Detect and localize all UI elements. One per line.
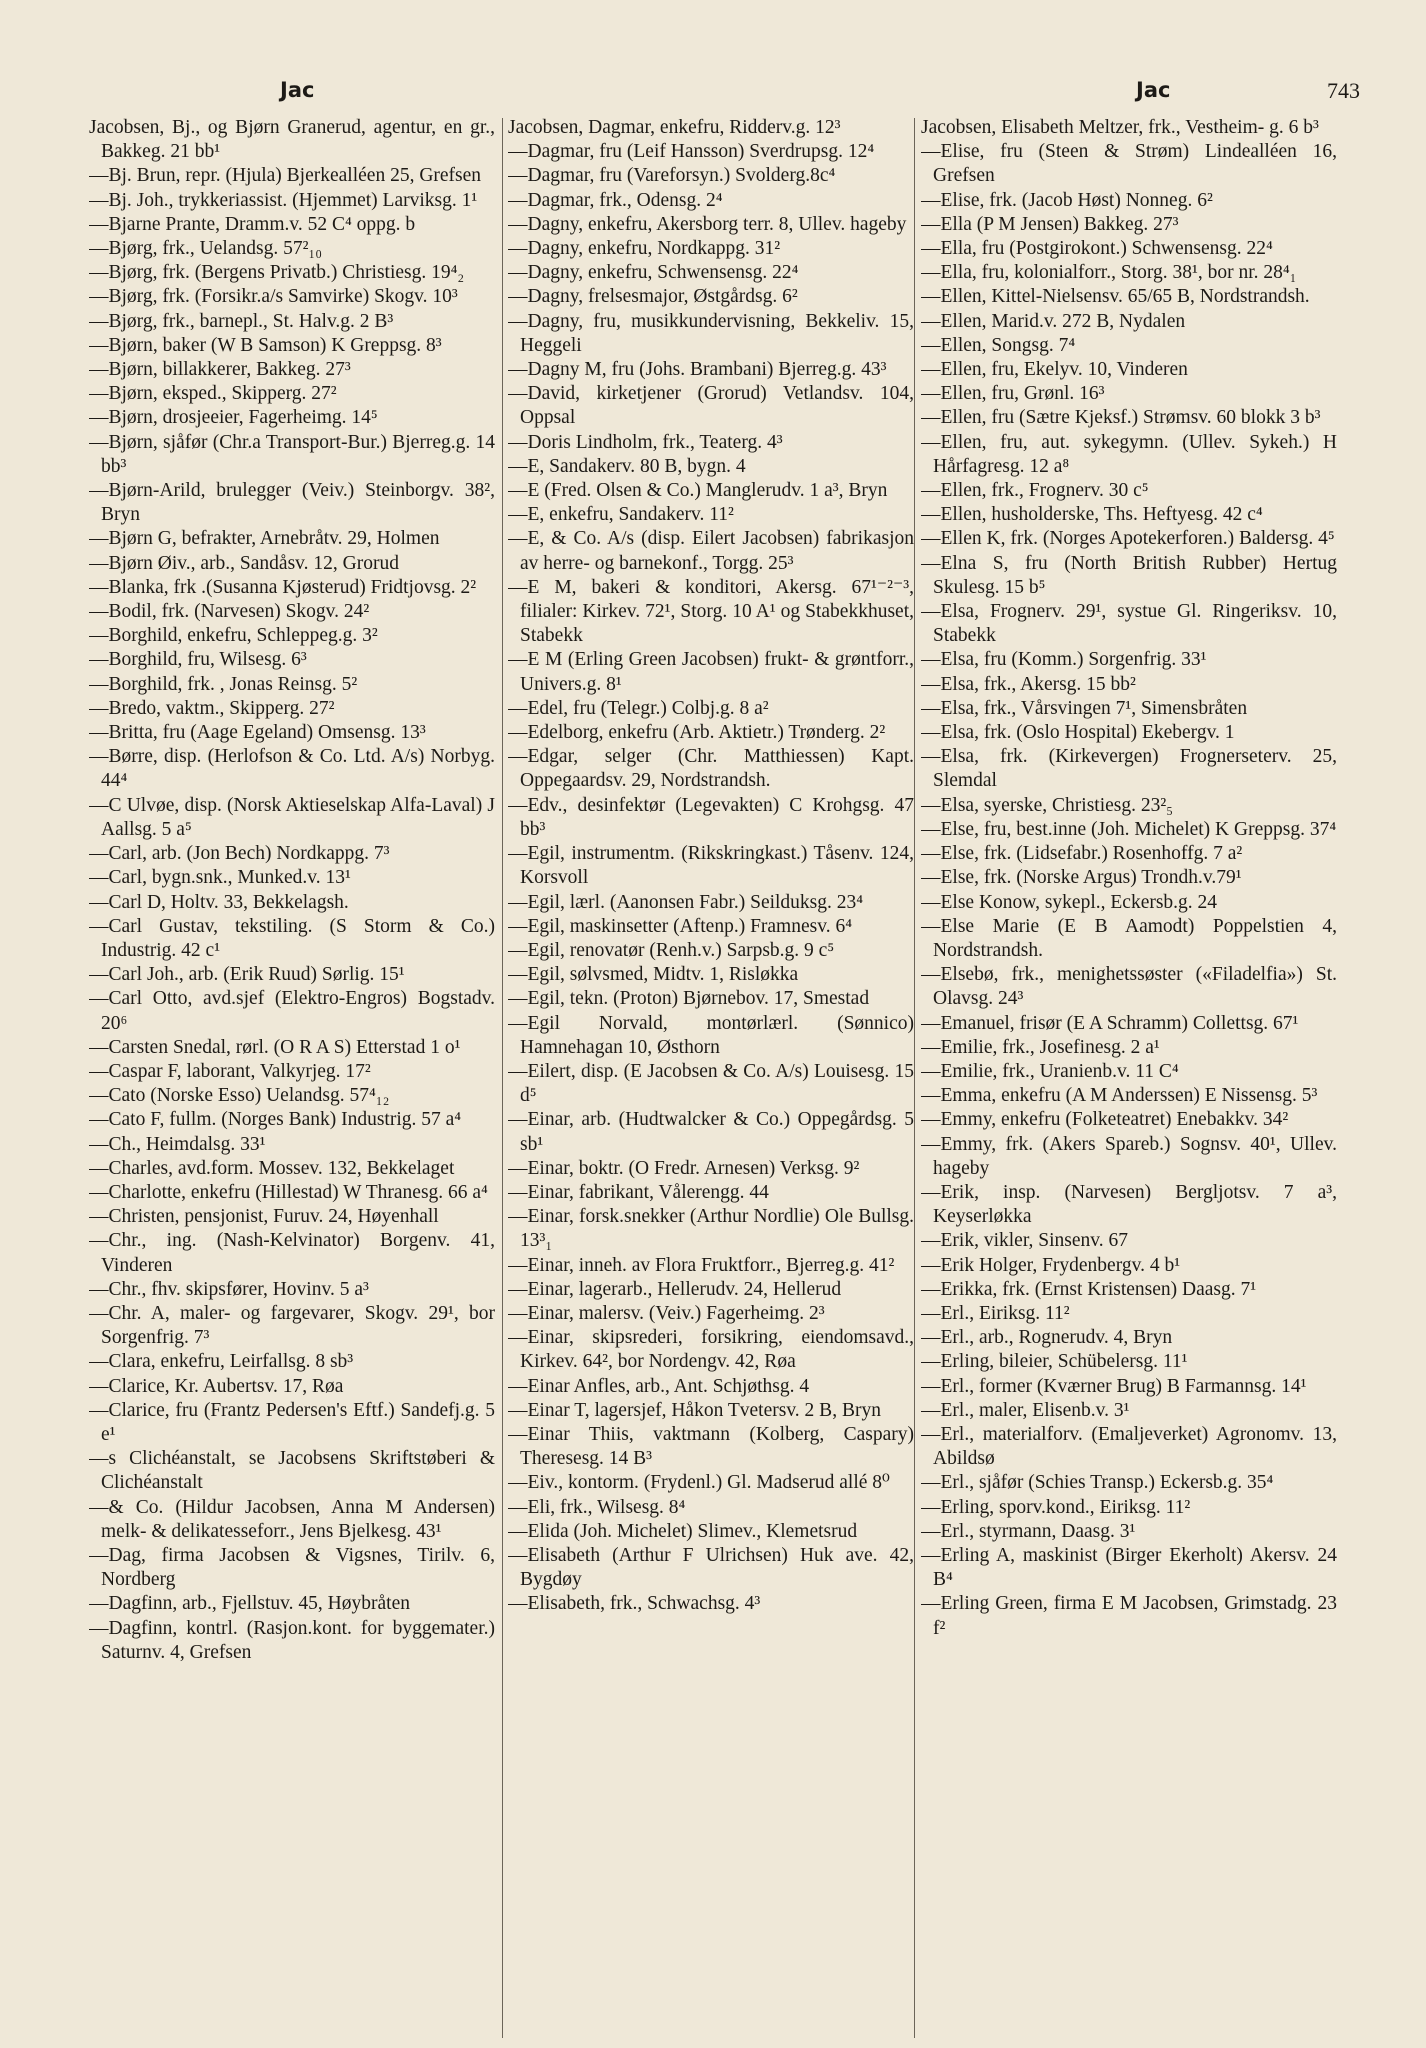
directory-entry: —Ella (P M Jensen) Bakkeg. 27³	[921, 213, 1179, 235]
directory-entry: —Christen, pensjonist, Furuv. 24, Høyenhall	[89, 1206, 439, 1228]
directory-entry: —Borghild, frk. , Jonas Reinsg. 5²	[89, 673, 358, 695]
directory-entry: —Bjørg, frk., barnepl., St. Halv.g. 2 B³	[89, 310, 394, 332]
directory-entry: —Dagny, enkefru, Akersborg terr. 8, Ullev. hageby	[508, 213, 907, 235]
directory-entry: —Else, frk. (Norske Argus) Trondh.v.79¹	[921, 867, 1242, 889]
directory-entry: —Dagny, enkefru, Schwensensg. 22⁴	[508, 262, 799, 284]
directory-entry: —Einar, boktr. (O Fredr. Arnesen) Verksg. 9²	[508, 1157, 860, 1179]
directory-entry: —Bjørg, frk. (Forsikr.a/s Samvirke) Skogv. 10³	[89, 286, 458, 308]
directory-entry: —Einar, forsk.snekker (Arthur Nordlie) Ole Bullsg. 13³₁	[508, 1206, 914, 1252]
column-divider	[914, 118, 915, 2038]
directory-entry: —Egil, maskinsetter (Aftenp.) Framnesv. 6⁴	[508, 915, 853, 937]
directory-entry: —Einar Thiis, vaktmann (Kolberg, Caspary) Theresesg. 14 B³	[508, 1423, 914, 1470]
directory-entry: —Einar, skipsrederi, forsikring, eiendomsavd., Kirkev. 64², bor Nordengv. 42, Røa	[508, 1327, 914, 1373]
directory-entry: —E, Sandakerv. 80 B, bygn. 4	[508, 455, 746, 477]
directory-entry: —E (Fred. Olsen & Co.) Manglerudv. 1 a³, Bryn	[508, 480, 888, 502]
directory-entry: —E, & Co. A/s (disp. Eilert Jacobsen) fabrikasjon av herre- og barnekonf., Torgg. 25³	[508, 528, 914, 574]
directory-entry: —Ellen, Marid.v. 272 B, Nydalen	[921, 310, 1186, 332]
directory-entry: —Bjørn G, befrakter, Arnebråtv. 29, Holmen	[89, 528, 440, 550]
directory-entry: —Clara, enkefru, Leirfallsg. 8 sb³	[89, 1351, 354, 1373]
directory-entry: —Bjarne Prante, Dramm.v. 52 C⁴ oppg. b	[89, 213, 416, 235]
directory-entry: —Dagny, fru, musikkundervisning, Bekkeliv. 15, Heggeli	[508, 310, 914, 356]
directory-entry: —Elise, frk. (Jacob Høst) Nonneg. 6²	[921, 189, 1213, 211]
directory-entry: —Else Konow, sykepl., Eckersb.g. 24	[921, 891, 1218, 913]
column-right	[921, 116, 1337, 2041]
directory-entry: —Carl Joh., arb. (Erik Ruud) Sørlig. 15¹	[89, 964, 405, 986]
directory-entry: —Erl., arb., Rognerudv. 4, Bryn	[921, 1327, 1173, 1349]
directory-entry: —Elsa, fru (Komm.) Sorgenfrig. 33¹	[921, 649, 1207, 671]
directory-entry: —Borghild, enkefru, Schleppeg.g. 3²	[89, 625, 378, 647]
directory-entry: —Emmy, enkefru (Folketeatret) Enebakkv. 34²	[921, 1109, 1289, 1131]
column-left	[89, 116, 495, 2041]
directory-entry: —Elna S, fru (North British Rubber) Hertug Skulesg. 15 b⁵	[921, 552, 1337, 598]
directory-entry: —Einar, malersv. (Veiv.) Fagerheimg. 2³	[508, 1302, 825, 1324]
directory-entry: —Dagmar, frk., Odensg. 2⁴	[508, 189, 723, 211]
directory-entry: —Britta, fru (Aage Egeland) Omsensg. 13³	[89, 722, 426, 744]
column-middle	[508, 116, 914, 2041]
directory-entry: —Carl, arb. (Jon Bech) Nordkappg. 7³	[89, 843, 390, 865]
directory-entry: —Cato F, fullm. (Norges Bank) Industrig. 57 a⁴	[89, 1109, 462, 1131]
directory-entry: —Elsa, Frognerv. 29¹, systue Gl. Ringeriksv. 10, Stabekk	[921, 601, 1337, 647]
column-divider	[502, 118, 503, 2038]
directory-entry: —Einar, fabrikant, Vålerengg. 44	[508, 1181, 769, 1203]
directory-entry: —Elsa, frk. (Kirkevergen) Frognerseterv. 25, Slemdal	[921, 746, 1337, 792]
directory-entry: —Egil, instrumentm. (Rikskringkast.) Tåsenv. 124, Korsvoll	[508, 843, 914, 889]
directory-entry: —Egil, renovatør (Renh.v.) Sarpsb.g. 9 c⁵	[508, 939, 835, 961]
directory-entry: —Ellen, frk., Frognerv. 30 c⁵	[921, 480, 1149, 502]
directory-entry: —Blanka, frk .(Susanna Kjøsterud) Fridtjovsg. 2²	[89, 576, 477, 598]
directory-entry: —Erl., styrmann, Daasg. 3¹	[921, 1520, 1136, 1542]
directory-entry: —Dagmar, fru (Leif Hansson) Sverdrupsg. 12⁴	[508, 141, 875, 163]
directory-entry: —Charles, avd.form. Mossev. 132, Bekkelaget	[89, 1157, 455, 1179]
directory-entry: —Bjørg, frk. (Bergens Privatb.) Christiesg. 19⁴₂	[89, 262, 465, 284]
directory-entry: —Elida (Joh. Michelet) Slimev., Klemetsrud	[508, 1520, 858, 1542]
directory-entry: —Dagmar, fru (Vareforsyn.) Svolderg.8c⁴	[508, 165, 836, 187]
directory-entry: —Ellen, Kittel-Nielsensv. 65/65 B, Nordstrandsh.	[921, 286, 1310, 308]
directory-entry: —Elsa, frk. (Oslo Hospital) Ekebergv. 1	[921, 722, 1235, 744]
directory-entry: —C Ulvøe, disp. (Norsk Aktieselskap Alfa-Laval) J Aallsg. 5 a⁵	[89, 794, 495, 840]
directory-entry: —Cato (Norske Esso) Uelandsg. 57⁴₁₂	[89, 1085, 390, 1107]
directory-entry: —Carl D, Holtv. 33, Bekkelagsh.	[89, 891, 349, 913]
directory-entry: Jacobsen, Elisabeth Meltzer, frk., Vestheim- g. 6 b³	[921, 117, 1319, 138]
directory-entry: —Ellen, fru, Ekelyv. 10, Vinderen	[921, 359, 1188, 381]
directory-entry: —Eiv., kontorm. (Frydenl.) Gl. Madserud allé 8⁰	[508, 1472, 890, 1494]
directory-entry: —Erl., former (Kværner Brug) B Farmannsg. 14¹	[921, 1375, 1307, 1397]
directory-entry: —Elisabeth (Arthur F Ulrichsen) Huk ave. 42, Bygdøy	[508, 1544, 914, 1591]
directory-entry: —Ellen, Songsg. 7⁴	[921, 334, 1076, 356]
directory-entry: —Carl Gustav, tekstiling. (S Storm & Co.) Industrig. 42 c¹	[89, 915, 495, 961]
directory-entry: —Ella, fru (Postgirokont.) Schwensensg. 22⁴	[921, 238, 1273, 260]
directory-entry: —Einar Anfles, arb., Ant. Schjøthsg. 4	[508, 1375, 810, 1397]
directory-entry: —Erling A, maskinist (Birger Ekerholt) Akersv. 24 B⁴	[921, 1544, 1337, 1591]
directory-entry: —Egil, lærl. (Aanonsen Fabr.) Seilduksg. 23⁴	[508, 891, 864, 913]
directory-entry: —Ellen, fru, aut. sykegymn. (Ullev. Sykeh.) H Hårfagresg. 12 a⁸	[921, 431, 1337, 477]
directory-entry: —Carsten Snedal, rørl. (O R A S) Etterstad 1 o¹	[89, 1036, 461, 1058]
directory-entry: —Bjørn Øiv., arb., Sandåsv. 12, Grorud	[89, 552, 399, 574]
directory-entry: —Elisabeth, frk., Schwachsg. 4³	[508, 1593, 761, 1615]
directory-entry: —E, enkefru, Sandakerv. 11²	[508, 504, 734, 526]
directory-entry: —Erling, sporv.kond., Eiriksg. 11²	[921, 1496, 1191, 1518]
directory-entry: —Else, frk. (Lidsefabr.) Rosenhoffg. 7 a²	[921, 843, 1243, 865]
directory-entry: —Erl., maler, Elisenb.v. 3¹	[921, 1399, 1130, 1421]
directory-entry: —Erl., materialforv. (Emaljeverket) Agronomv. 13, Abildsø	[921, 1423, 1337, 1470]
directory-entry: —Erik Holger, Frydenbergv. 4 b¹	[921, 1254, 1181, 1276]
directory-entry: —& Co. (Hildur Jacobsen, Anna M Andersen) melk- & delikatesseforr., Jens Bjelkesg. 43¹	[89, 1496, 495, 1542]
directory-entry: —Bj. Brun, repr. (Hjula) Bjerkealléen 25, Grefsen	[89, 165, 482, 187]
directory-entry: —Edelborg, enkefru (Arb. Aktietr.) Trønderg. 2²	[508, 722, 886, 744]
directory-entry: —Chr., ing. (Nash-Kelvinator) Borgenv. 41, Vinderen	[89, 1230, 495, 1276]
directory-entry: —Clarice, fru (Frantz Pedersen's Eftf.) Sandefj.g. 5 e¹	[89, 1399, 495, 1445]
directory-entry: —Elsebø, frk., menighetssøster («Filadelfia») St. Olavsg. 24³	[921, 964, 1337, 1010]
directory-entry: —Ellen, fru, Grønl. 16³	[921, 383, 1105, 405]
directory-entry: —Edel, fru (Telegr.) Colbj.g. 8 a²	[508, 697, 769, 719]
directory-entry: —Dagny, enkefru, Nordkappg. 31²	[508, 238, 781, 260]
directory-entry: —Dagfinn, arb., Fjellstuv. 45, Høybråten	[89, 1593, 410, 1615]
directory-entry: —Else, fru, best.inne (Joh. Michelet) K Greppsg. 37⁴	[921, 818, 1337, 840]
directory-entry: —Dag, firma Jacobsen & Vigsnes, Tirilv. 6, Nordberg	[89, 1544, 495, 1591]
directory-entry: —Ch., Heimdalsg. 33¹	[89, 1133, 266, 1155]
directory-entry: —Clarice, Kr. Aubertsv. 17, Røa	[89, 1375, 344, 1397]
directory-entry: —Bredo, vaktm., Skipperg. 27²	[89, 697, 335, 719]
directory-entry: —Charlotte, enkefru (Hillestad) W Thranesg. 66 a⁴	[89, 1181, 488, 1203]
directory-entry: —Dagfinn, kontrl. (Rasjon.kont. for byggemater.) Saturnv. 4, Grefsen	[89, 1617, 495, 1663]
directory-entry: —Erl., Eiriksg. 11²	[921, 1302, 1070, 1324]
directory-entry: —Ellen, fru (Sætre Kjeksf.) Strømsv. 60 blokk 3 b³	[921, 407, 1321, 429]
directory-entry: —Erling Green, firma E M Jacobsen, Grimstadg. 23 f²	[921, 1593, 1337, 1639]
directory-entry: —Egil, tekn. (Proton) Bjørnebov. 17, Smestad	[508, 988, 870, 1010]
directory-entry: —Bjørn, baker (W B Samson) K Greppsg. 8³	[89, 334, 442, 356]
directory-entry: —Chr. A, maler- og fargevarer, Skogv. 29¹, bor Sorgenfrig. 7³	[89, 1302, 495, 1349]
directory-entry: —Borghild, fru, Wilsesg. 6³	[89, 649, 307, 671]
directory-entry: —Børre, disp. (Herlofson & Co. Ltd. A/s) Norbyg. 44⁴	[89, 746, 495, 792]
header-left-word: Jac	[280, 78, 315, 102]
directory-entry: —Elsa, syerske, Christiesg. 23²₅	[921, 794, 1174, 816]
directory-entry: —Erling, bileier, Schübelersg. 11¹	[921, 1351, 1188, 1373]
directory-entry: —Erikka, frk. (Ernst Kristensen) Daasg. 7¹	[921, 1278, 1257, 1300]
directory-entry: —E M (Erling Green Jacobsen) frukt- & grøntforr., Univers.g. 8¹	[508, 649, 914, 695]
directory-entry: —Elsa, frk., Vårsvingen 7¹, Simensbråten	[921, 697, 1248, 719]
directory-entry: —Ella, fru, kolonialforr., Storg. 38¹, bor nr. 28⁴₁	[921, 262, 1297, 284]
directory-entry: —Erl., sjåfør (Schies Transp.) Eckersb.g. 35⁴	[921, 1472, 1274, 1494]
directory-entry: Jacobsen, Bj., og Bjørn Granerud, agentur, en gr., Bakkeg. 21 bb¹	[89, 117, 495, 163]
directory-entry: —Emilie, frk., Josefinesg. 2 a¹	[921, 1036, 1160, 1058]
directory-entry: —Bj. Joh., trykkeriassist. (Hjemmet) Larviksg. 1¹	[89, 189, 478, 211]
directory-entry: —Bodil, frk. (Narvesen) Skogv. 24²	[89, 601, 370, 623]
directory-entry: Jacobsen, Dagmar, enkefru, Ridderv.g. 12³	[508, 117, 841, 138]
directory-entry: —Emilie, frk., Uranienb.v. 11 C⁴	[921, 1060, 1179, 1082]
header-right-word: Jac	[1136, 78, 1171, 102]
directory-entry: —David, kirketjener (Grorud) Vetlandsv. 104, Oppsal	[508, 383, 914, 429]
directory-entry: —Einar, inneh. av Flora Fruktforr., Bjerreg.g. 41²	[508, 1254, 895, 1276]
page-number: 743	[1327, 78, 1360, 103]
directory-entry: —Carl, bygn.snk., Munked.v. 13¹	[89, 867, 351, 889]
directory-entry: —E M, bakeri & konditori, Akersg. 67¹⁻²⁻³, filialer: Kirkev. 72¹, Storg. 10 A¹ og Stabekkhuset, Stabekk	[508, 576, 914, 647]
directory-entry: —Einar T, lagersjef, Håkon Tvetersv. 2 B, Bryn	[508, 1399, 881, 1421]
directory-entry: —Ellen, husholderske, Ths. Heftyesg. 42 c⁴	[921, 504, 1263, 526]
directory-entry: —Erik, insp. (Narvesen) Bergljotsv. 7 a³, Keyserløkka	[921, 1181, 1337, 1228]
directory-entry: —Ellen K, frk. (Norges Apotekerforen.) Baldersg. 4⁵	[921, 528, 1335, 550]
directory-entry: —Erik, vikler, Sinsenv. 67	[921, 1230, 1129, 1252]
directory-entry: —Eilert, disp. (E Jacobsen & Co. A/s) Louisesg. 15 d⁵	[508, 1060, 914, 1107]
directory-entry: —Dagny M, fru (Johs. Brambani) Bjerreg.g. 43³	[508, 359, 887, 381]
directory-entry: —Einar, arb. (Hudtwalcker & Co.) Oppegårdsg. 5 sb¹	[508, 1109, 914, 1155]
directory-entry: —Edv., desinfektør (Legevakten) C Krohgsg. 47 bb³	[508, 794, 914, 840]
directory-entry: —Emma, enkefru (A M Anderssen) E Nissensg. 5³	[921, 1085, 1318, 1107]
directory-entry: —Emmy, frk. (Akers Spareb.) Sognsv. 40¹, Ullev. hageby	[921, 1133, 1337, 1179]
directory-entry: —Bjørn, billakkerer, Bakkeg. 27³	[89, 359, 351, 381]
directory-entry: —Bjørn, drosjeeier, Fagerheimg. 14⁵	[89, 407, 378, 429]
directory-entry: —Eli, frk., Wilsesg. 8⁴	[508, 1496, 686, 1518]
directory-entry: —Edgar, selger (Chr. Matthiessen) Kapt. Oppegaardsv. 29, Nordstrandsh.	[508, 746, 914, 792]
directory-entry: —Elise, fru (Steen & Strøm) Lindealléen 16, Grefsen	[921, 141, 1337, 187]
directory-entry: —Caspar F, laborant, Valkyrjeg. 17²	[89, 1060, 371, 1082]
directory-entry: —Dagny, frelsesmajor, Østgårdsg. 6²	[508, 286, 798, 308]
directory-entry: —Doris Lindholm, frk., Teaterg. 4³	[508, 431, 783, 453]
directory-entry: —Egil, sølvsmed, Midtv. 1, Risløkka	[508, 964, 799, 986]
directory-entry: —Elsa, frk., Akersg. 15 bb²	[921, 673, 1136, 695]
directory-entry: —Bjørn, sjåfør (Chr.a Transport-Bur.) Bjerreg.g. 14 bb³	[89, 431, 495, 477]
directory-entry: —Chr., fhv. skipsfører, Hovinv. 5 a³	[89, 1278, 369, 1300]
directory-entry: —Bjørn-Arild, brulegger (Veiv.) Steinborgv. 38², Bryn	[89, 480, 495, 526]
directory-entry: —Carl Otto, avd.sjef (Elektro-Engros) Bogstadv. 20⁶	[89, 988, 495, 1034]
directory-entry: —Bjørn, eksped., Skipperg. 27²	[89, 383, 337, 405]
directory-entry: —Else Marie (E B Aamodt) Poppelstien 4, Nordstrandsh.	[921, 915, 1337, 961]
directory-entry: —Einar, lagerarb., Hellerudv. 24, Hellerud	[508, 1278, 842, 1300]
directory-entry: —Egil Norvald, montørlærl. (Sønnico) Hamnehagan 10, Østhorn	[508, 1012, 914, 1058]
directory-entry: —s Clichéanstalt, se Jacobsens Skriftstøberi & Clichéanstalt	[89, 1448, 495, 1494]
directory-entry: —Emanuel, frisør (E A Schramm) Collettsg. 67¹	[921, 1012, 1299, 1034]
directory-entry: —Bjørg, frk., Uelandsg. 57²₁₀	[89, 238, 323, 260]
